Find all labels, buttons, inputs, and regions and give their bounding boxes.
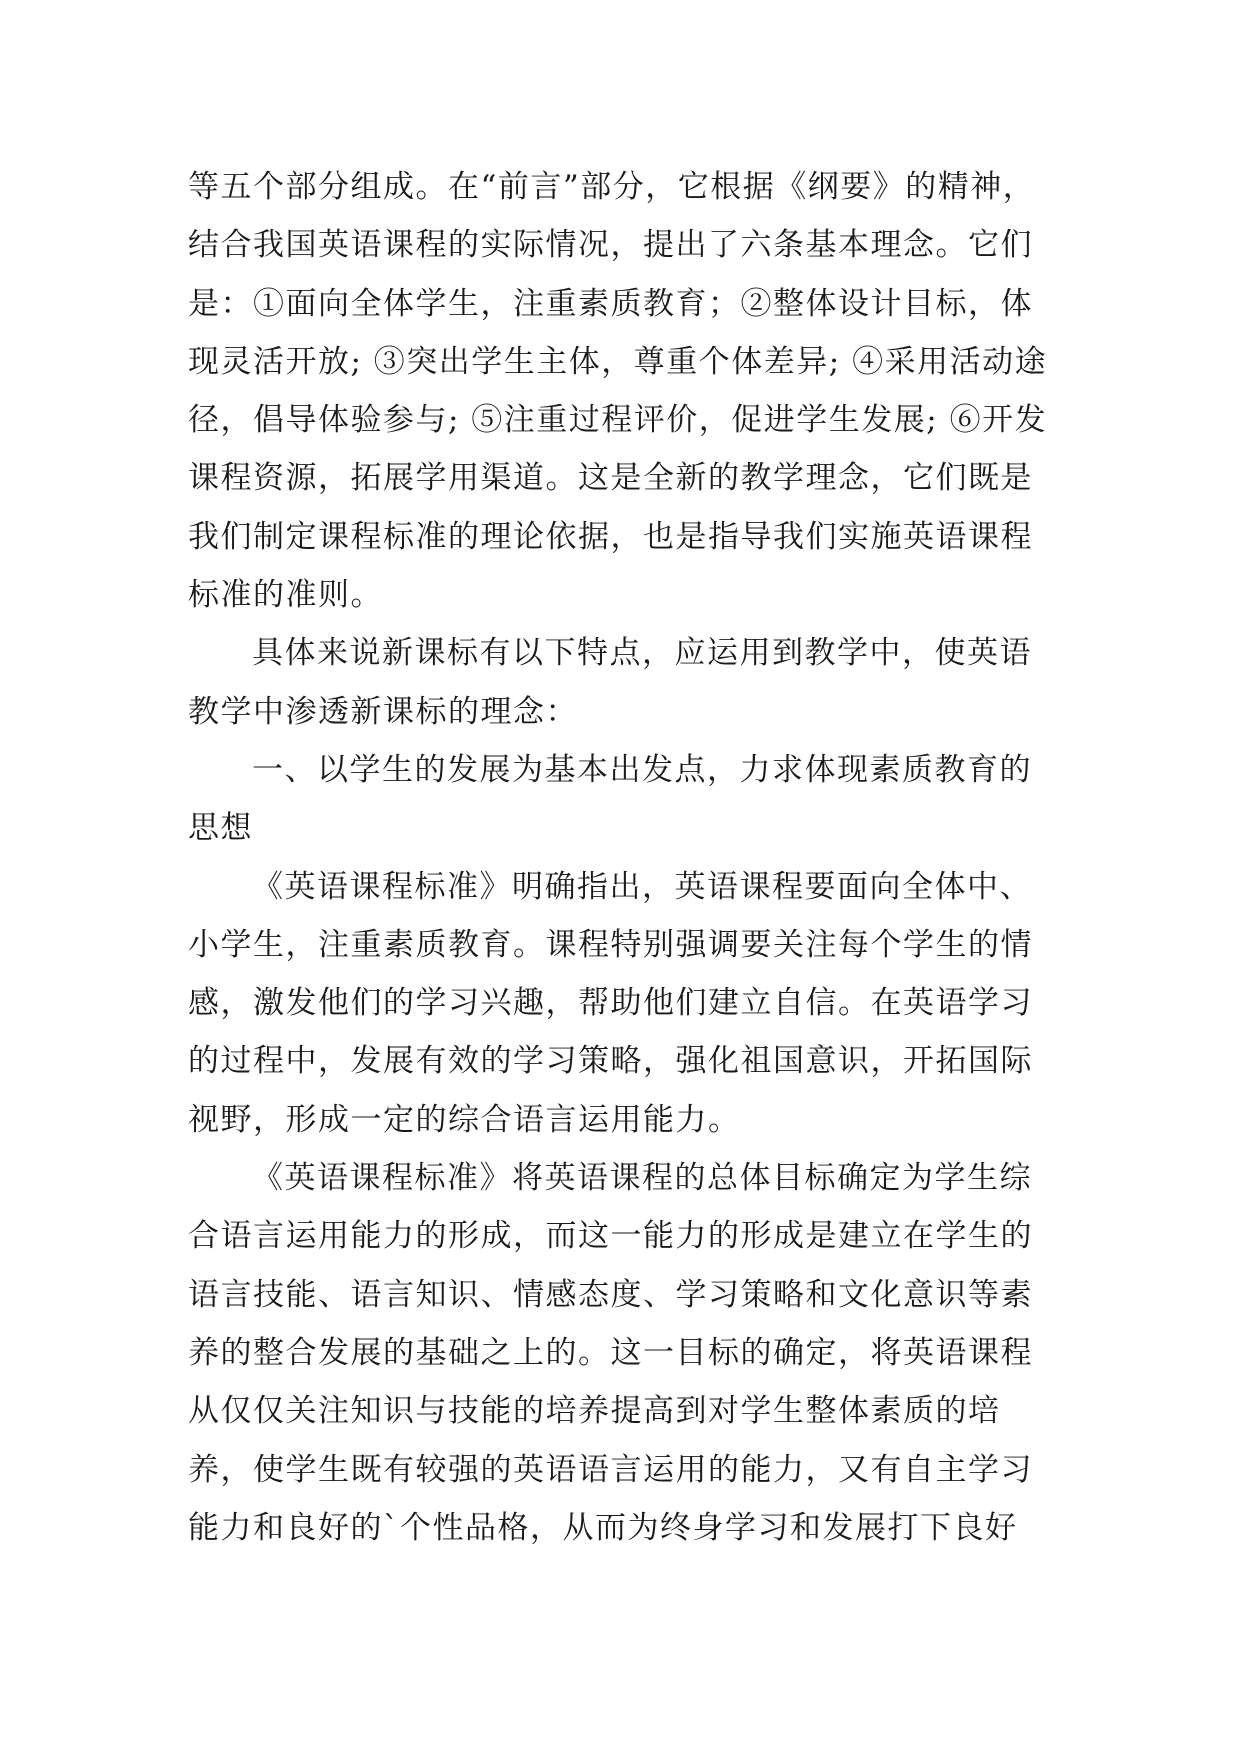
text-line: 教学中渗透新课标的理念：	[188, 693, 578, 730]
text-line: 合语言运用能力的形成，而这一能力的形成是建立在学生的	[188, 1218, 1033, 1255]
text-line: 课程资源，拓展学用渠道。这是全新的教学理念，它们既是	[188, 460, 1033, 497]
text-line: 现灵活开放; ③突出学生主体，尊重个体差异; ④采用活动途	[188, 343, 1048, 380]
paragraph-start-line: 具体来说新课标有以下特点，应运用到教学中，使英语	[252, 635, 1032, 672]
text-line: 养的整合发展的基础之上的。这一目标的确定，将英语课程	[188, 1334, 1033, 1371]
section-heading-line: 思想	[188, 810, 253, 847]
paragraph-start-line: 《英语课程标准》明确指出，英语课程要面向全体中、	[252, 868, 1032, 905]
text-line: 语言技能、语言知识、情感态度、学习策略和文化意识等素	[188, 1276, 1033, 1313]
text-line: 的过程中，发展有效的学习策略，强化祖国意识，开拓国际	[188, 1043, 1033, 1080]
text-line: 视野，形成一定的综合语言运用能力。	[188, 1101, 741, 1138]
text-line: 结合我国英语课程的实际情况，提出了六条基本理念。它们	[188, 227, 1033, 264]
text-line: 径，倡导体验参与; ⑤注重过程评价，促进学生发展; ⑥开发	[188, 402, 1048, 439]
text-line: 感，激发他们的学习兴趣，帮助他们建立自信。在英语学习	[188, 985, 1033, 1022]
paragraph-start-line: 《英语课程标准》将英语课程的总体目标确定为学生综	[252, 1160, 1032, 1197]
text-line: 是：①面向全体学生，注重素质教育；②整体设计目标，体	[188, 285, 1033, 322]
text-line: 能力和良好的`个性品格，从而为终身学习和发展打下良好	[188, 1509, 1018, 1546]
text-line: 小学生，注重素质教育。课程特别强调要关注每个学生的情	[188, 926, 1033, 963]
text-line: 养，使学生既有较强的英语语言运用的能力，又有自主学习	[188, 1451, 1033, 1488]
body-text	[188, 158, 1050, 1557]
section-heading-line: 一、以学生的发展为基本出发点，力求体现素质教育的	[252, 751, 1032, 788]
text-line: 等五个部分组成。在“前言”部分，它根据《纲要》的精神，	[188, 169, 1036, 205]
text-line: 从仅仅关注知识与技能的培养提高到对学生整体素质的培	[188, 1393, 1001, 1430]
text-line: 我们制定课程标准的理论依据，也是指导我们实施英语课程	[188, 518, 1033, 555]
text-line: 标准的准则。	[188, 577, 383, 614]
